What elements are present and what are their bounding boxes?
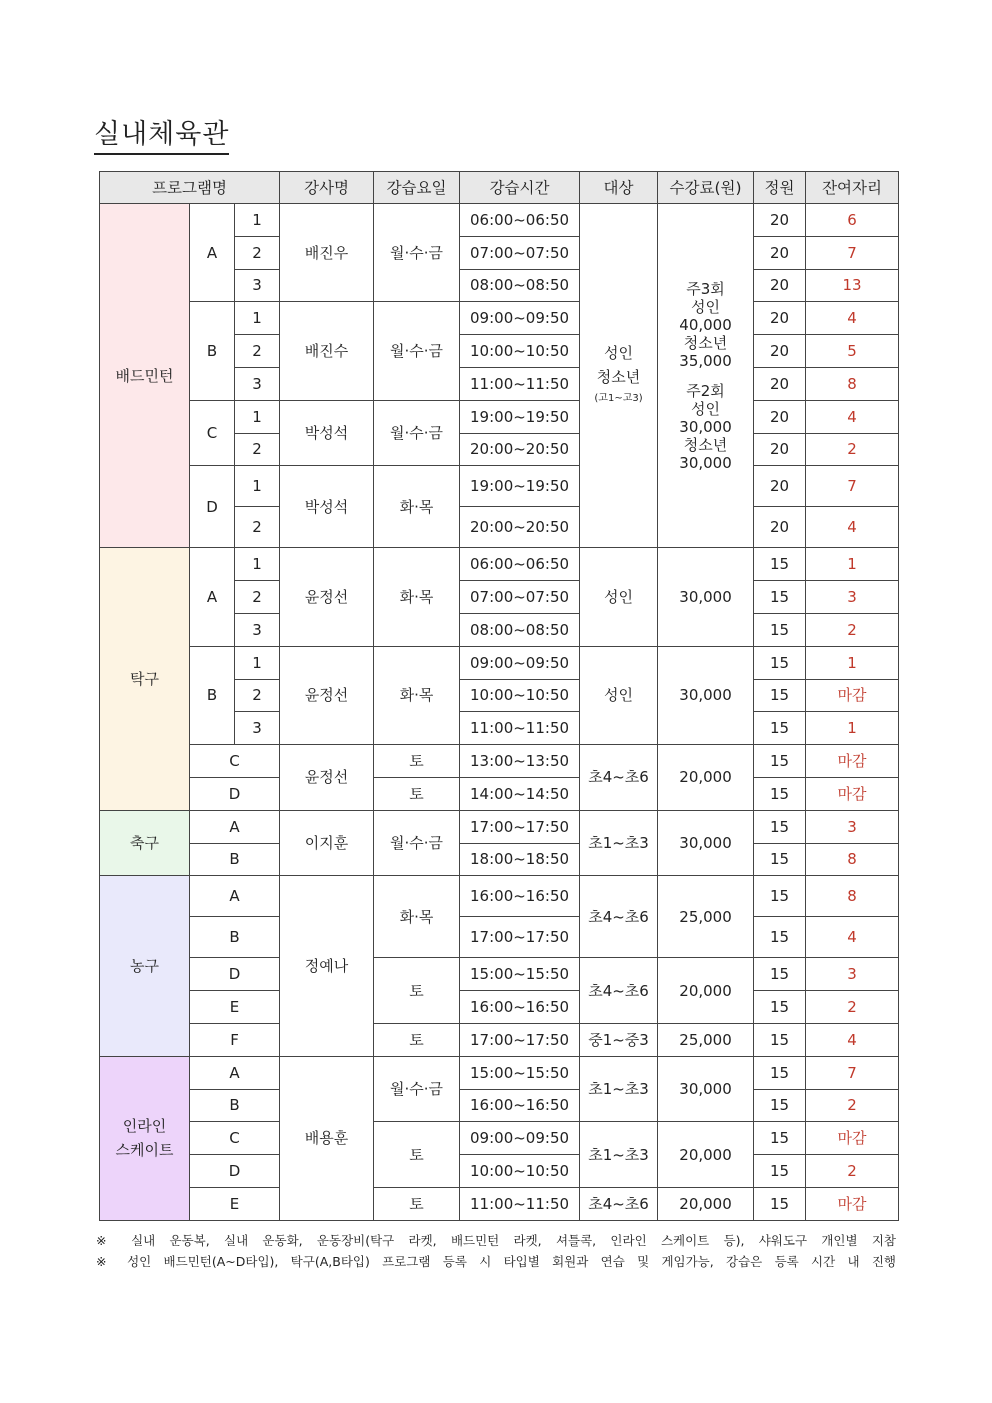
fee-cell: 30,000 [658,810,754,876]
days-cell: 월·수·금 [374,302,460,400]
time-cell: 06:00~06:50 [460,204,580,237]
time-cell: 09:00~09:50 [460,302,580,335]
fee-cell: 25,000 [658,876,754,958]
instructor-cell: 정예나 [280,876,374,1056]
group-label: A [190,1056,280,1089]
footnote: ※ 실내 운동복, 실내 운동화, 운동장비(탁구 라켓, 배드민턴 라켓, 셔틀콕, 인라인 스케이트 등), 샤워도구 개인별 지참 [96,1233,896,1248]
fee-line: 주3회 [686,279,725,298]
slot-number: 1 [235,302,280,335]
slot-number: 2 [235,679,280,712]
instructor-cell: 배진우 [280,204,374,302]
days-cell: 월·수·금 [374,1056,460,1122]
days-cell: 화·목 [374,548,460,646]
group-label: A [190,548,235,646]
capacity-cell: 15 [754,777,806,810]
table-row [100,810,899,843]
time-cell: 17:00~17:50 [460,810,580,843]
remaining-cell: 4 [806,507,899,548]
slot-number: 1 [235,548,280,581]
capacity-cell: 15 [754,613,806,646]
footnote: ※ 성인 배드민턴(A~D타입), 탁구(A,B타입) 프로그램 등록 시 타입별 회원과 연습 및 게임가능, 강습은 등록 시간 내 진행 [96,1254,896,1269]
fee-line: 30,000 [679,417,732,436]
group-label: B [190,646,235,744]
days-cell: 토 [374,777,460,810]
slot-number: 3 [235,269,280,302]
remaining-cell: 13 [806,269,899,302]
header-instructor: 강사명 [280,172,374,204]
capacity-cell: 20 [754,367,806,400]
table-row [100,646,899,679]
slot-number: 2 [235,433,280,466]
days-cell: 월·수·금 [374,400,460,466]
capacity-cell: 15 [754,1023,806,1056]
time-cell: 15:00~15:50 [460,1056,580,1089]
table-row [100,1187,899,1220]
group-label: E [190,991,280,1024]
days-cell: 화·목 [374,646,460,744]
time-cell: 07:00~07:50 [460,581,580,614]
fee-cell: 30,000 [658,1056,754,1122]
target-cell: 초1~초3 [580,1056,658,1122]
capacity-cell: 15 [754,1187,806,1220]
header-remaining: 잔여자리 [806,172,899,204]
fee-cell: 20,000 [658,1122,754,1188]
slot-number: 2 [235,581,280,614]
group-label: A [190,204,235,302]
time-cell: 18:00~18:50 [460,843,580,876]
sport-inline-line1: 인라인 [122,1117,167,1136]
instructor-cell: 박성석 [280,466,374,548]
days-cell: 월·수·금 [374,810,460,876]
remaining-cell: 3 [806,958,899,991]
instructor-cell: 이지훈 [280,810,374,876]
remaining-cell: 마감 [806,1122,899,1155]
capacity-cell: 20 [754,400,806,433]
sport-inline-skate [100,1056,190,1220]
fee-cell: 25,000 [658,1023,754,1056]
time-cell: 09:00~09:50 [460,1122,580,1155]
table-row [100,1023,899,1056]
remaining-cell: 8 [806,843,899,876]
time-cell: 10:00~10:50 [460,679,580,712]
time-cell: 10:00~10:50 [460,335,580,368]
capacity-cell: 15 [754,1155,806,1188]
instructor-cell: 박성석 [280,400,374,466]
slot-number: 2 [235,236,280,269]
time-cell: 17:00~17:50 [460,1023,580,1056]
capacity-cell: 15 [754,876,806,917]
slot-number: 1 [235,204,280,237]
target-sub: 청소년 [596,367,641,386]
target-note: (고1~고3) [594,392,643,404]
remaining-cell: 8 [806,876,899,917]
time-cell: 11:00~11:50 [460,1187,580,1220]
slot-number: 3 [235,613,280,646]
remaining-cell: 마감 [806,1187,899,1220]
time-cell: 17:00~17:50 [460,917,580,958]
remaining-cell: 마감 [806,745,899,778]
remaining-cell: 6 [806,204,899,237]
capacity-cell: 15 [754,958,806,991]
capacity-cell: 15 [754,712,806,745]
table-row [100,991,899,1024]
remaining-cell: 5 [806,335,899,368]
capacity-cell: 20 [754,335,806,368]
remaining-cell: 7 [806,466,899,507]
table-row [100,204,899,237]
group-label: B [190,917,280,958]
sport-soccer: 축구 [100,810,190,876]
capacity-cell: 20 [754,204,806,237]
time-cell: 11:00~11:50 [460,367,580,400]
header-fee: 수강료(원) [658,172,754,204]
fee-line: 청소년 [683,333,728,352]
table-row [100,302,899,335]
table-row [100,548,899,581]
table-row [100,745,899,778]
time-cell: 19:00~19:50 [460,466,580,507]
time-cell: 13:00~13:50 [460,745,580,778]
capacity-cell: 20 [754,433,806,466]
remaining-cell: 7 [806,1056,899,1089]
table-row [100,876,899,917]
instructor-cell: 배용훈 [280,1056,374,1220]
capacity-cell: 20 [754,507,806,548]
time-cell: 16:00~16:50 [460,991,580,1024]
slot-number: 1 [235,466,280,507]
group-label: C [190,745,280,778]
sport-basketball: 농구 [100,876,190,1056]
fee-cell [658,204,754,548]
group-label: B [190,843,280,876]
capacity-cell: 15 [754,745,806,778]
time-cell: 19:00~19:50 [460,400,580,433]
time-cell: 16:00~16:50 [460,876,580,917]
table-row [100,1056,899,1089]
group-label: F [190,1023,280,1056]
target-cell: 초1~초3 [580,810,658,876]
sport-inline-line2: 스케이트 [115,1141,174,1160]
remaining-cell: 4 [806,917,899,958]
time-cell: 08:00~08:50 [460,269,580,302]
remaining-cell: 마감 [806,777,899,810]
days-cell: 토 [374,745,460,778]
slot-number: 2 [235,507,280,548]
time-cell: 09:00~09:50 [460,646,580,679]
remaining-cell: 3 [806,581,899,614]
remaining-cell: 2 [806,613,899,646]
days-cell: 토 [374,958,460,1024]
header-time: 강습시간 [460,172,580,204]
table-row [100,400,899,433]
fee-line: 주2회 [686,381,725,400]
page-title: 실내체육관 [94,112,229,155]
instructor-cell: 배진수 [280,302,374,400]
fee-line: 30,000 [679,453,732,472]
fee-line: 40,000 [679,315,732,334]
time-cell: 20:00~20:50 [460,433,580,466]
capacity-cell: 15 [754,1089,806,1122]
group-label: D [190,777,280,810]
target-main: 성인 [604,343,634,362]
group-label: C [190,400,235,466]
group-label: D [190,958,280,991]
schedule-table [99,171,899,1221]
target-cell: 초1~초3 [580,1122,658,1188]
fee-cell: 20,000 [658,745,754,811]
table-row [100,777,899,810]
header-program: 프로그램명 [100,172,280,204]
group-label: D [190,466,235,548]
target-cell: 성인 [580,548,658,646]
fee-spacer [658,370,753,382]
group-label: B [190,1089,280,1122]
time-cell: 14:00~14:50 [460,777,580,810]
time-cell: 15:00~15:50 [460,958,580,991]
remaining-cell: 4 [806,400,899,433]
target-cell: 중1~중3 [580,1023,658,1056]
target-cell: 초4~초6 [580,745,658,811]
target-cell [580,204,658,548]
instructor-cell: 윤정선 [280,548,374,646]
table-row [100,1089,899,1122]
group-label: B [190,302,235,400]
remaining-cell: 4 [806,1023,899,1056]
capacity-cell: 15 [754,581,806,614]
days-cell: 월·수·금 [374,204,460,302]
instructor-cell: 윤정선 [280,646,374,744]
remaining-cell: 1 [806,548,899,581]
slot-number: 1 [235,646,280,679]
instructor-cell: 윤정선 [280,745,374,811]
days-cell: 토 [374,1122,460,1188]
header-days: 강습요일 [374,172,460,204]
table-row [100,843,899,876]
sport-badminton: 배드민턴 [100,204,190,548]
capacity-cell: 15 [754,679,806,712]
time-cell: 11:00~11:50 [460,712,580,745]
time-cell: 10:00~10:50 [460,1155,580,1188]
remaining-cell: 7 [806,236,899,269]
fee-cell: 20,000 [658,1187,754,1220]
fee-line: 35,000 [679,351,732,370]
days-cell: 화·목 [374,466,460,548]
time-cell: 07:00~07:50 [460,236,580,269]
table-row [100,1122,899,1155]
header-target: 대상 [580,172,658,204]
remaining-cell: 2 [806,1155,899,1188]
slot-number: 3 [235,712,280,745]
days-cell: 토 [374,1187,460,1220]
capacity-cell: 15 [754,917,806,958]
remaining-cell: 1 [806,646,899,679]
remaining-cell: 1 [806,712,899,745]
time-cell: 16:00~16:50 [460,1089,580,1122]
days-cell: 토 [374,1023,460,1056]
group-label: C [190,1122,280,1155]
target-cell: 성인 [580,646,658,744]
group-label: E [190,1187,280,1220]
target-cell: 초4~초6 [580,876,658,958]
days-cell: 화·목 [374,876,460,958]
header-capacity: 정원 [754,172,806,204]
capacity-cell: 20 [754,236,806,269]
slot-number: 3 [235,367,280,400]
time-cell: 08:00~08:50 [460,613,580,646]
capacity-cell: 15 [754,1056,806,1089]
table-row [100,1155,899,1188]
fee-cell: 20,000 [658,958,754,1024]
group-label: A [190,876,280,917]
fee-line: 성인 [691,399,721,418]
capacity-cell: 15 [754,810,806,843]
fee-cell: 30,000 [658,548,754,646]
capacity-cell: 15 [754,1122,806,1155]
capacity-cell: 20 [754,466,806,507]
capacity-cell: 15 [754,646,806,679]
remaining-cell: 마감 [806,679,899,712]
capacity-cell: 20 [754,269,806,302]
group-label: A [190,810,280,843]
header-row [100,172,899,204]
remaining-cell: 2 [806,991,899,1024]
sport-tabletennis: 탁구 [100,548,190,810]
fee-line: 청소년 [683,435,728,454]
remaining-cell: 4 [806,302,899,335]
slot-number: 1 [235,400,280,433]
capacity-cell: 20 [754,302,806,335]
capacity-cell: 15 [754,843,806,876]
remaining-cell: 3 [806,810,899,843]
time-cell: 20:00~20:50 [460,507,580,548]
capacity-cell: 15 [754,548,806,581]
remaining-cell: 8 [806,367,899,400]
table-row [100,917,899,958]
remaining-cell: 2 [806,433,899,466]
fee-line: 성인 [691,297,721,316]
table-row [100,958,899,991]
slot-number: 2 [235,335,280,368]
target-cell: 초4~초6 [580,1187,658,1220]
target-cell: 초4~초6 [580,958,658,1024]
table-row [100,466,899,507]
remaining-cell: 2 [806,1089,899,1122]
capacity-cell: 15 [754,991,806,1024]
footnotes [96,1230,896,1272]
time-cell: 06:00~06:50 [460,548,580,581]
fee-cell: 30,000 [658,646,754,744]
group-label: D [190,1155,280,1188]
